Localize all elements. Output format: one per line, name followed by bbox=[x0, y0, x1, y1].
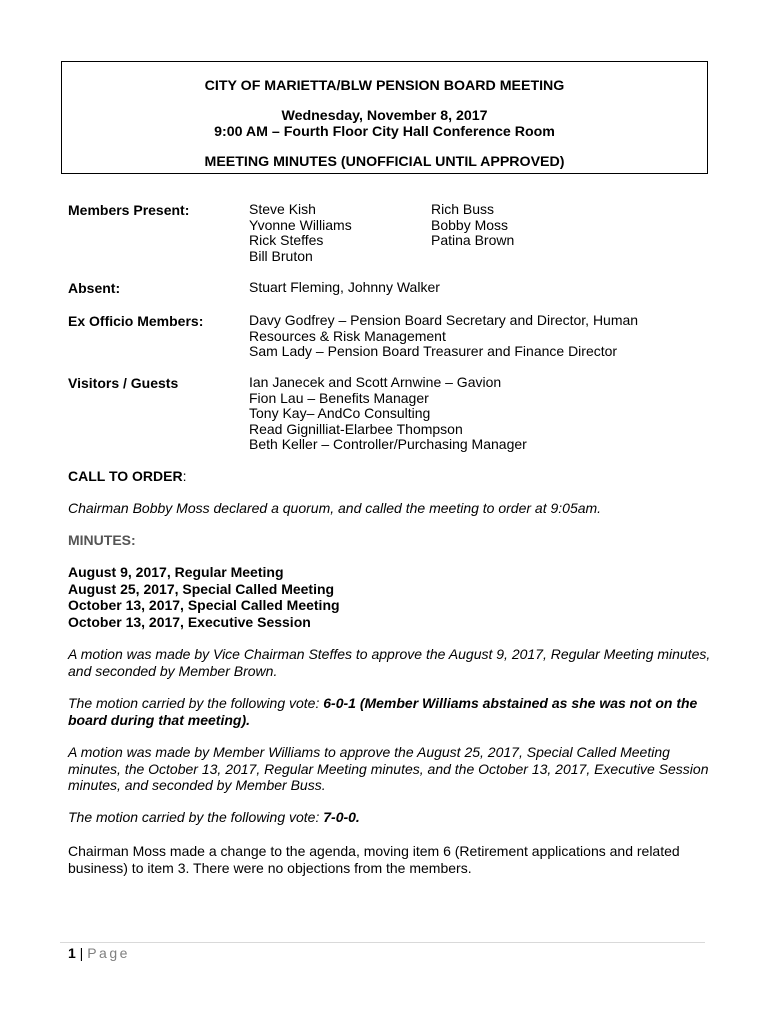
call-to-order-colon: : bbox=[182, 468, 187, 484]
visitor-line: Beth Keller – Controller/Purchasing Manager bbox=[249, 436, 527, 452]
page-separator: | bbox=[75, 945, 88, 961]
members-present-col1 bbox=[249, 202, 352, 264]
page-label: Page bbox=[87, 945, 130, 961]
vote-2-result: 7-0-0. bbox=[323, 809, 360, 825]
visitors-label: Visitors / Guests bbox=[68, 375, 179, 391]
member-name: Bill Bruton bbox=[249, 247, 313, 264]
minutes-item: August 9, 2017, Regular Meeting bbox=[68, 564, 284, 580]
agenda-change: Chairman Moss made a change to the agenda, moving item 6 (Retirement applications and related business) to item 3. There were no objections from the members. bbox=[68, 843, 680, 876]
minutes-items bbox=[68, 564, 340, 630]
visitor-line: Ian Janecek and Scott Arnwine – Gavion bbox=[249, 374, 502, 390]
member-name: Rick Steffes bbox=[249, 232, 324, 248]
ex-officio-label: Ex Officio Members: bbox=[68, 313, 204, 329]
vote-2 bbox=[68, 809, 718, 826]
call-to-order-heading-text: CALL TO ORDER bbox=[68, 468, 183, 484]
members-present-col2 bbox=[431, 202, 514, 249]
vote-1-result: 6-0-1 (Member Williams abstained as she was not on the board during that meeting). bbox=[68, 695, 698, 728]
visitor-line: Tony Kay– AndCo Consulting bbox=[249, 405, 431, 421]
minutes-heading: MINUTES: bbox=[68, 532, 136, 548]
footer-divider bbox=[60, 942, 705, 943]
call-to-order-heading bbox=[68, 468, 187, 484]
visitor-line: Fion Lau – Benefits Manager bbox=[249, 389, 429, 406]
visitors-list bbox=[249, 375, 527, 453]
vote-1-prefix: The motion carried by the following vote: bbox=[68, 695, 324, 711]
motion-2: A motion was made by Member Williams to approve the August 25, 2017, Special Called Meeting minutes, the October 13, 2017, Regular Meeting minutes, and the October 13, 2017, Executive Session minutes, and seconded by Member Buss. bbox=[68, 744, 709, 793]
minutes-item: August 25, 2017, Special Called Meeting bbox=[68, 580, 335, 597]
visitor-line: Read Gignilliat-Elarbee Thompson bbox=[249, 420, 463, 437]
members-present-label: Members Present: bbox=[68, 202, 190, 218]
minutes-item: October 13, 2017, Executive Session bbox=[68, 613, 311, 630]
meeting-title: CITY OF MARIETTA/BLW PENSION BOARD MEETING bbox=[204, 78, 565, 94]
member-name: Yvonne Williams bbox=[249, 216, 352, 233]
page-number: 1 bbox=[68, 945, 76, 961]
vote-1 bbox=[68, 695, 718, 728]
meeting-date: Wednesday, November 8, 2017 bbox=[281, 108, 488, 124]
page-footer bbox=[68, 945, 130, 961]
vote-2-prefix: The motion carried by the following vote: bbox=[68, 809, 324, 825]
absent-value: Stuart Fleming, Johnny Walker bbox=[249, 279, 440, 295]
meeting-header bbox=[61, 61, 708, 174]
member-name: Rich Buss bbox=[431, 201, 495, 217]
motion-1: A motion was made by Vice Chairman Steffes to approve the August 9, 2017, Regular Meeting minutes, and seconded by Member Brown. bbox=[68, 646, 711, 679]
minutes-item: October 13, 2017, Special Called Meeting bbox=[68, 597, 340, 613]
meeting-time-location: 9:00 AM – Fourth Floor City Hall Conference Room bbox=[214, 124, 555, 140]
minutes-status: MEETING MINUTES (UNOFFICIAL UNTIL APPROVED) bbox=[204, 154, 565, 170]
absent-label: Absent: bbox=[68, 280, 121, 296]
ex-officio-line: Resources & Risk Management bbox=[249, 327, 446, 344]
call-to-order-text: Chairman Bobby Moss declared a quorum, and called the meeting to order at 9:05am. bbox=[68, 500, 602, 516]
member-name: Bobby Moss bbox=[431, 216, 509, 233]
ex-officio-list bbox=[249, 313, 638, 360]
member-name: Patina Brown bbox=[431, 232, 515, 248]
member-name: Steve Kish bbox=[249, 201, 316, 217]
ex-officio-line: Davy Godfrey – Pension Board Secretary and Director, Human bbox=[249, 312, 639, 328]
ex-officio-line: Sam Lady – Pension Board Treasurer and Finance Director bbox=[249, 343, 618, 359]
